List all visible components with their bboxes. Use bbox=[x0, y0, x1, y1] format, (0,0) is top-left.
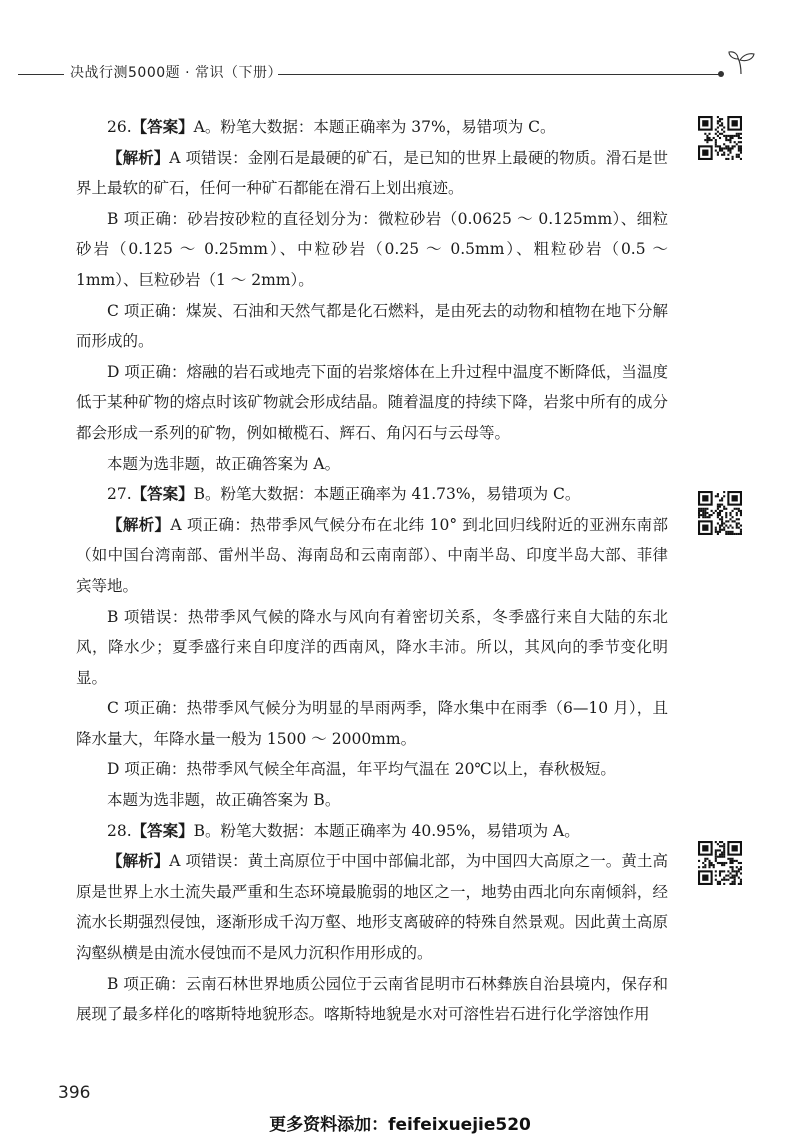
analysis-label: 【解析】 bbox=[107, 851, 170, 871]
question-number: 26. bbox=[107, 118, 132, 136]
analysis-paragraph bbox=[76, 143, 668, 204]
paragraph-text: A 项错误：金刚石是最硬的矿石，是已知的世界上最硬的物质。滑石是世界上最软的矿石，任何一种矿石都能在滑石上划出痕迹。 bbox=[76, 148, 668, 198]
body-paragraph bbox=[76, 754, 668, 785]
paragraph-text: B 项错误：热带季风气候的降水与风向有着密切关系，冬季盛行来自大陆的东北风，降水少；夏季盛行来自印度洋的西南风，降水丰沛。所以，其风向的季节变化明显。 bbox=[76, 607, 668, 687]
qr-code-icon bbox=[698, 841, 742, 885]
paragraph-text: C 项正确：煤炭、石油和天然气都是化石燃料，是由死去的动物和植物在地下分解而形成的。 bbox=[76, 301, 668, 351]
paragraph-text: 本题为选非题，故正确答案为 B。 bbox=[107, 791, 341, 810]
header-dot bbox=[718, 71, 724, 77]
header-rule-left bbox=[18, 74, 64, 75]
analysis-label: 【解析】 bbox=[107, 147, 170, 167]
body-paragraph bbox=[76, 357, 668, 449]
sprout-icon bbox=[726, 50, 756, 76]
paragraph-text: D 项正确：熔融的岩石或地壳下面的岩浆熔体在上升过程中温度不断降低，当温度低于某种矿物的熔点时该矿物就会形成结晶。随着温度的持续下降，岩浆中所有的成分都会形成一系列的矿物，例如橄榄石、辉石、角闪石与云母等。 bbox=[76, 362, 668, 442]
question-number: 28. bbox=[107, 821, 132, 840]
body-paragraph bbox=[76, 602, 668, 694]
question-number: 27. bbox=[107, 485, 132, 504]
analysis-paragraph bbox=[76, 510, 668, 602]
qr-code-icon bbox=[698, 491, 742, 535]
qr-code-icon bbox=[698, 116, 742, 160]
paragraph-text: D 项正确：热带季风气候全年高温，年平均气温在 20℃以上，春秋极短。 bbox=[107, 760, 616, 779]
page-number: 396 bbox=[58, 1083, 91, 1103]
answer-label: 【答案】 bbox=[131, 484, 194, 504]
body-paragraph bbox=[76, 693, 668, 754]
body-paragraph bbox=[76, 449, 668, 480]
answer-label: 【答案】 bbox=[131, 117, 194, 136]
answer-paragraph bbox=[76, 112, 668, 143]
answer-label: 【答案】 bbox=[131, 820, 194, 840]
paragraph-text: A。粉笔大数据：本题正确率为 37%，易错项为 C。 bbox=[193, 118, 556, 136]
analysis-label: 【解析】 bbox=[107, 514, 171, 534]
body-paragraph bbox=[76, 296, 668, 357]
analysis-paragraph bbox=[76, 846, 668, 968]
paragraph-text: B 项正确：砂岩按砂粒的直径划分为：微粒砂岩（0.0625 ～ 0.125mm）、细粒砂岩（0.125 ～ 0.25mm）、中粒砂岩（0.25 ～ 0.5mm）、粗粒砂岩（0.5 ～ 1mm）、巨粒砂岩（1 ～ 2mm）。 bbox=[76, 209, 668, 289]
answer-paragraph bbox=[76, 816, 668, 847]
paragraph-text: 本题为选非题，故正确答案为 A。 bbox=[107, 454, 341, 473]
paragraph-text: C 项正确：热带季风气候分为明显的旱雨两季，降水集中在雨季（6—10 月），且降水量大，年降水量一般为 1500 ～ 2000mm。 bbox=[76, 699, 668, 748]
answer-paragraph bbox=[76, 479, 668, 510]
footer-note: 更多资料添加：feifeixuejie520 bbox=[269, 1115, 531, 1135]
header-rule-right bbox=[278, 74, 720, 75]
page-header bbox=[0, 58, 800, 88]
body-paragraph bbox=[76, 785, 668, 816]
paragraph-text: A 项正确：热带季风气候分布在北纬 10° 到北回归线附近的亚洲东南部（如中国台湾南部、雷州半岛、海南岛和云南南部）、中南半岛、印度半岛大部、菲律宾等地。 bbox=[76, 515, 668, 595]
body-paragraph bbox=[76, 204, 668, 296]
body-paragraph bbox=[76, 969, 668, 1030]
paragraph-text: B。粉笔大数据：本题正确率为 41.73%，易错项为 C。 bbox=[193, 485, 581, 504]
paragraph-text: B。粉笔大数据：本题正确率为 40.95%，易错项为 A。 bbox=[193, 821, 580, 840]
book-title: 决战行测5000题 · 常识（下册） bbox=[70, 65, 282, 81]
page-body bbox=[76, 112, 668, 1030]
paragraph-text: A 项错误：黄土高原位于中国中部偏北部，为中国四大高原之一。黄土高原是世界上水土流失最严重和生态环境最脆弱的地区之一，地势由西北向东南倾斜，经流水长期强烈侵蚀，逐渐形成千沟万壑、地形支离破碎的特殊自然景观。因此黄土高原沟壑纵横是由流水侵蚀而不是风力沉积作用形成的。 bbox=[76, 852, 668, 963]
paragraph-text: B 项正确：云南石林世界地质公园位于云南省昆明市石林彝族自治县境内，保存和展现了最多样化的喀斯特地貌形态。喀斯特地貌是水对可溶性岩石进行化学溶蚀作用 bbox=[76, 974, 668, 1024]
